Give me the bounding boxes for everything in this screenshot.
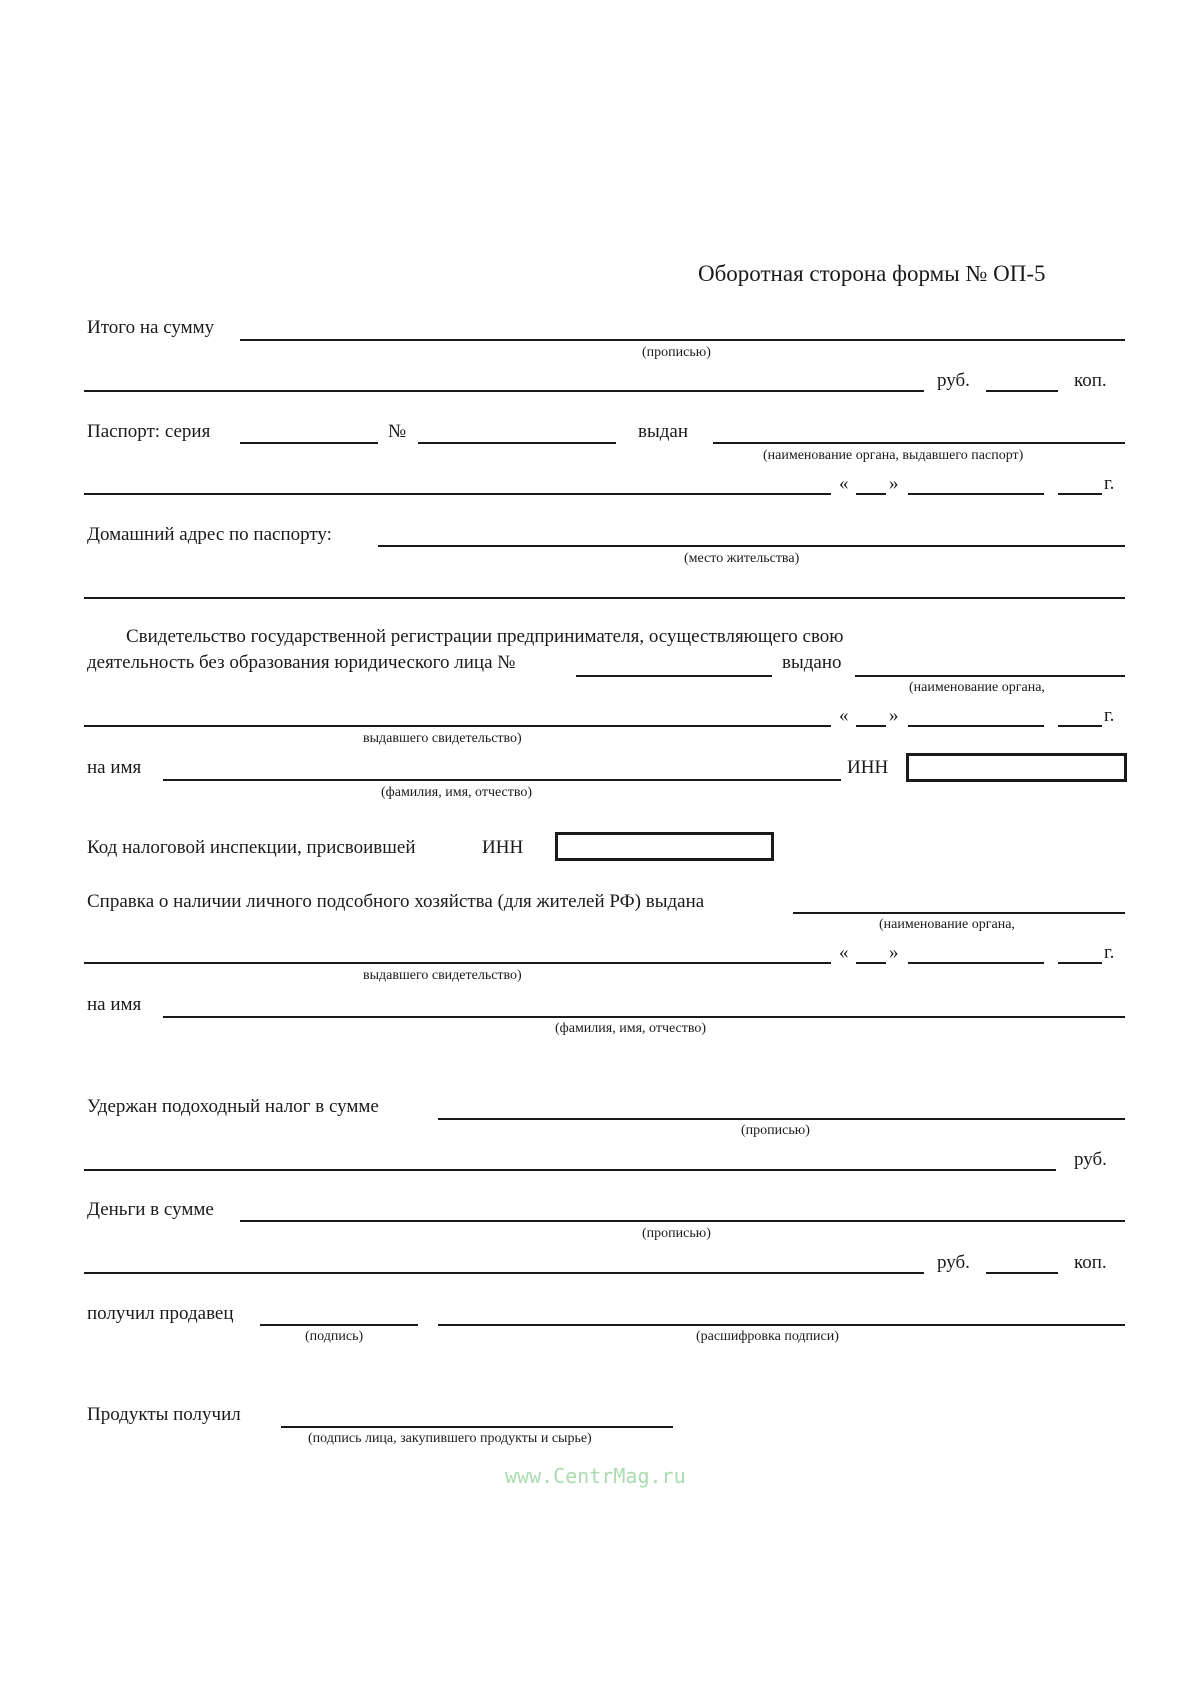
certificate-name-label: на имя xyxy=(87,757,142,778)
household-month-field[interactable] xyxy=(908,962,1044,964)
household-name-field[interactable] xyxy=(163,1016,1125,1018)
certificate-quote-open: « xyxy=(839,705,849,726)
passport-year-field[interactable] xyxy=(1058,493,1102,495)
money-rub-label: руб. xyxy=(937,1252,970,1273)
seller-label: получил продавец xyxy=(87,1303,234,1324)
seller-decoding-field[interactable] xyxy=(438,1324,1125,1326)
total-caption: (прописью) xyxy=(642,345,711,360)
household-year-field[interactable] xyxy=(1058,962,1102,964)
household-caption-a: (наименование органа, xyxy=(879,917,1015,932)
household-year-label: г. xyxy=(1104,942,1115,963)
passport-issuer-caption: (наименование органа, выдавшего паспорт) xyxy=(763,448,1024,463)
certificate-month-field[interactable] xyxy=(908,725,1044,727)
watermark-text: www.CentrMag.ru xyxy=(505,1464,686,1488)
certificate-inn-box[interactable] xyxy=(906,753,1127,782)
tax-inspection-label: Код налоговой инспекции, присвоившей xyxy=(87,837,416,858)
total-rub-label: руб. xyxy=(937,370,970,391)
money-label: Деньги в сумме xyxy=(87,1199,214,1220)
passport-day-field[interactable] xyxy=(856,493,886,495)
income-tax-caption: (прописью) xyxy=(741,1123,810,1138)
address-field-continued[interactable] xyxy=(84,597,1125,599)
certificate-caption-b: выдавшего свидетельство) xyxy=(363,731,522,746)
certificate-inn-label: ИНН xyxy=(847,757,889,778)
certificate-number-field[interactable] xyxy=(576,675,772,677)
certificate-name-caption: (фамилия, имя, отчество) xyxy=(381,785,533,800)
tax-inspection-inn-box[interactable] xyxy=(555,832,774,861)
household-name-label: на имя xyxy=(87,994,142,1015)
tax-inspection-inn-label: ИНН xyxy=(482,837,524,858)
seller-signature-caption: (подпись) xyxy=(305,1329,364,1344)
passport-series-field[interactable] xyxy=(240,442,378,444)
certificate-text-line2: деятельность без образования юридического лица № xyxy=(87,652,516,673)
certificate-issuer-field[interactable] xyxy=(855,675,1125,677)
household-name-caption: (фамилия, имя, отчество) xyxy=(555,1021,707,1036)
form-title: Оборотная сторона формы № ОП-5 xyxy=(698,261,1046,286)
certificate-quote-close: » xyxy=(889,705,899,726)
passport-number-sign: № xyxy=(388,421,407,442)
address-caption: (место жительства) xyxy=(684,551,800,566)
certificate-issued-label: выдано xyxy=(782,652,842,673)
income-tax-label: Удержан подоходный налог в сумме xyxy=(87,1096,379,1117)
address-field[interactable] xyxy=(378,545,1125,547)
certificate-text-line1: Свидетельство государственной регистрации предпринимателя, осуществляющего свою xyxy=(126,626,844,647)
certificate-issuer-field-continued[interactable] xyxy=(84,725,831,727)
income-tax-words-field[interactable] xyxy=(438,1118,1125,1120)
seller-decoding-caption: (расшифровка подписи) xyxy=(696,1329,839,1344)
money-words-field[interactable] xyxy=(240,1220,1125,1222)
certificate-year-label: г. xyxy=(1104,705,1115,726)
total-kop-label: коп. xyxy=(1074,370,1107,391)
passport-year-label: г. xyxy=(1104,473,1115,494)
passport-issuer-field[interactable] xyxy=(713,442,1125,444)
seller-signature-field[interactable] xyxy=(260,1324,418,1326)
passport-quote-open: « xyxy=(839,473,849,494)
money-kop-label: коп. xyxy=(1074,1252,1107,1273)
household-day-field[interactable] xyxy=(856,962,886,964)
household-issuer-field[interactable] xyxy=(793,912,1125,914)
certificate-caption-a: (наименование органа, xyxy=(909,680,1045,695)
household-quote-close: » xyxy=(889,942,899,963)
income-tax-words-field-continued[interactable] xyxy=(84,1169,1056,1171)
money-kop-field[interactable] xyxy=(986,1272,1058,1274)
income-tax-rub-label: руб. xyxy=(1074,1149,1107,1170)
address-label: Домашний адрес по паспорту: xyxy=(87,524,332,545)
certificate-year-field[interactable] xyxy=(1058,725,1102,727)
household-issuer-field-continued[interactable] xyxy=(84,962,831,964)
passport-number-field[interactable] xyxy=(418,442,616,444)
passport-quote-close: » xyxy=(889,473,899,494)
passport-month-field[interactable] xyxy=(908,493,1044,495)
total-words-field-continued[interactable] xyxy=(84,390,924,392)
total-words-field[interactable] xyxy=(240,339,1125,341)
household-label: Справка о наличии личного подсобного хозяйства (для жителей РФ) выдана xyxy=(87,891,705,912)
total-kop-field[interactable] xyxy=(986,390,1058,392)
certificate-name-field[interactable] xyxy=(163,779,841,781)
passport-issued-label: выдан xyxy=(638,421,689,442)
products-label: Продукты получил xyxy=(87,1404,241,1425)
total-label: Итого на сумму xyxy=(87,317,215,338)
certificate-day-field[interactable] xyxy=(856,725,886,727)
products-signature-field[interactable] xyxy=(281,1426,673,1428)
household-caption-b: выдавшего свидетельство) xyxy=(363,968,522,983)
household-quote-open: « xyxy=(839,942,849,963)
passport-issuer-field-continued[interactable] xyxy=(84,493,831,495)
passport-series-label: Паспорт: серия xyxy=(87,421,211,442)
money-words-field-continued[interactable] xyxy=(84,1272,924,1274)
money-caption: (прописью) xyxy=(642,1226,711,1241)
products-caption: (подпись лица, закупившего продукты и сырье) xyxy=(308,1431,592,1446)
